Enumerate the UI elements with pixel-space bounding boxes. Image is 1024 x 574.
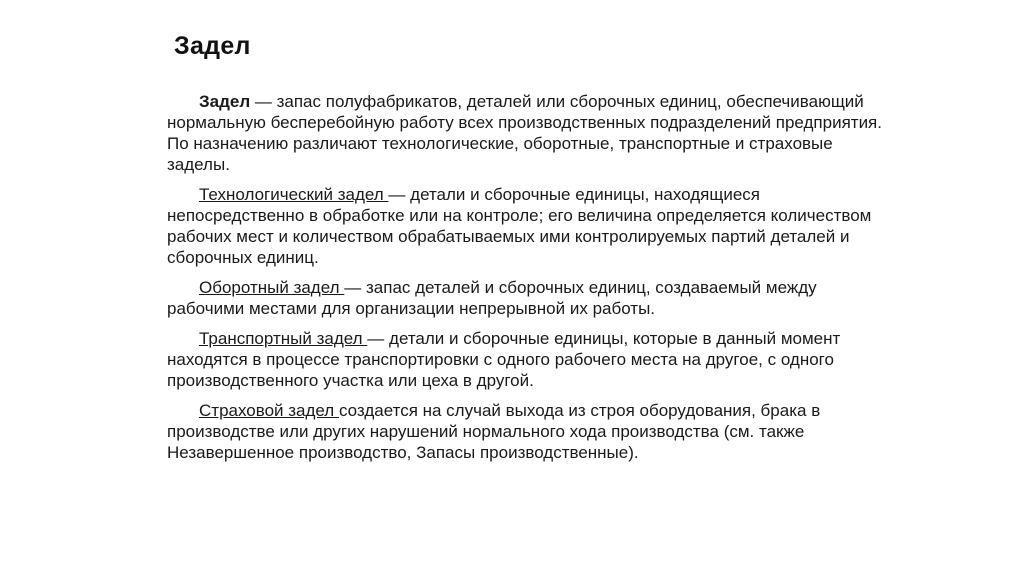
slide-title: Задел <box>174 32 251 60</box>
paragraph-definition <box>167 91 887 175</box>
term-circulating: Оборотный задел <box>199 278 345 297</box>
term-transport: Транспортный задел <box>199 329 368 348</box>
paragraph-insurance <box>167 400 887 463</box>
technological-text: — детали и сборочные единицы, находящиеся непосредственно в обработке или на контроле; его величина определяется количеством рабочих мест и количеством обрабатываемых ими контролируемых партий деталей и сборочных единиц. <box>167 185 872 267</box>
term-zadel: Задел <box>199 92 251 111</box>
paragraph-transport <box>167 328 887 391</box>
paragraph-circulating <box>167 277 887 319</box>
term-insurance: Страховой задел <box>199 401 339 420</box>
paragraph-technological <box>167 184 887 268</box>
slide-body <box>167 91 887 472</box>
insurance-text: создается на случай выхода из строя оборудования, брака в производстве или других нарушений нормального хода производства (см. также Незавершенное производство, Запасы производственные). <box>167 401 821 462</box>
circulating-text: — запас деталей и сборочных единиц, создаваемый между рабочими местами для организации непрерывной их работы. <box>167 278 817 318</box>
transport-text: — детали и сборочные единицы, которые в данный момент находятся в процессе транспортировки с одного рабочего места на другое, с одного производственного участка или цеха в другой. <box>167 329 841 390</box>
classification-text: По назначению различают технологические, оборотные, транспортные и страховые заделы. <box>167 134 833 174</box>
definition-text: — запас полуфабрикатов, деталей или сборочных единиц, обеспечивающий нормальную бесперебойную работу всех производственных подразделений предприятия. <box>167 92 882 132</box>
term-technological: Технологический задел <box>199 185 389 204</box>
